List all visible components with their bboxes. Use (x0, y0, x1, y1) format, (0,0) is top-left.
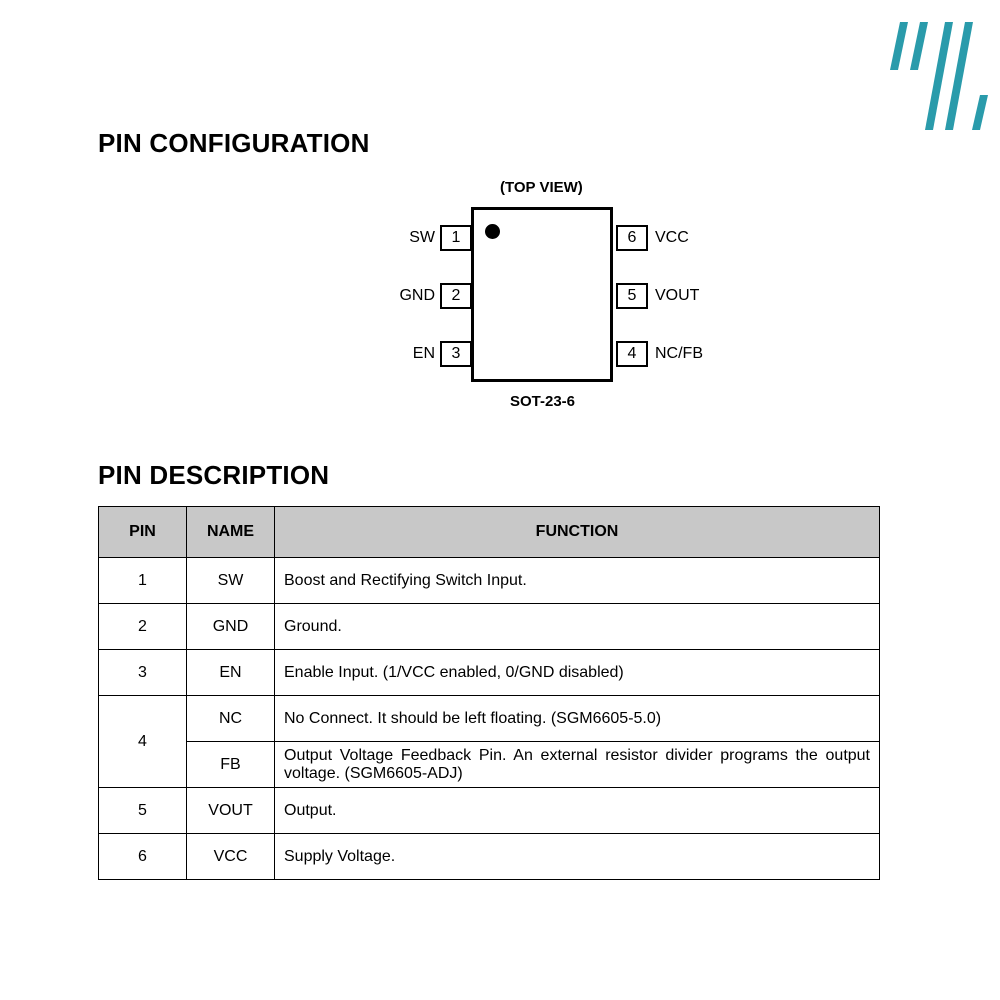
pin-cell: 4 (99, 696, 187, 788)
header-name: NAME (187, 507, 275, 558)
package-name: SOT-23-6 (510, 393, 576, 410)
table-row (99, 696, 880, 742)
function-cell: No Connect. It should be left floating. (SGM6605-5.0) (275, 696, 880, 742)
table-row (99, 604, 880, 650)
pin-cell: 6 (99, 834, 187, 880)
pin-cell: 1 (99, 558, 187, 604)
name-cell: VOUT (187, 788, 275, 834)
name-cell: SW (187, 558, 275, 604)
pin-label-sw: SW (409, 229, 435, 246)
name-cell: VCC (187, 834, 275, 880)
pin-number-1: 1 (440, 225, 472, 251)
header-function: FUNCTION (275, 507, 880, 558)
function-cell: Boost and Rectifying Switch Input. (275, 558, 880, 604)
pin-number-2: 2 (440, 283, 472, 309)
pin-cell: 2 (99, 604, 187, 650)
pin-number-5: 5 (616, 283, 648, 309)
name-cell: FB (187, 742, 275, 788)
name-cell: EN (187, 650, 275, 696)
chip-package-body (471, 207, 613, 382)
function-cell: Enable Input. (1/VCC enabled, 0/GND disabled) (275, 650, 880, 696)
pin-label-vout: VOUT (655, 287, 700, 304)
pin-number-6: 6 (616, 225, 648, 251)
name-cell: NC (187, 696, 275, 742)
function-cell: Supply Voltage. (275, 834, 880, 880)
function-cell: Output. (275, 788, 880, 834)
pin-diagram (380, 175, 720, 420)
table-row (99, 834, 880, 880)
table-header-row (99, 507, 880, 558)
pin-description-title: PIN DESCRIPTION (98, 460, 330, 490)
pin-description-table (98, 506, 880, 880)
table-row (99, 742, 880, 788)
pin-cell: 5 (99, 788, 187, 834)
pin-label-en: EN (412, 345, 435, 362)
table-row (99, 788, 880, 834)
function-cell: Output Voltage Feedback Pin. An external resistor divider programs the output voltage. (SGM6605-ADJ) (275, 742, 880, 788)
pin1-dot-icon (485, 224, 500, 239)
function-cell: Ground. (275, 604, 880, 650)
name-cell: GND (187, 604, 275, 650)
pin-label-nc-fb: NC/FB (655, 345, 703, 362)
table-row (99, 650, 880, 696)
pin-label-gnd: GND (399, 287, 435, 304)
pin-label-vcc: VCC (655, 229, 689, 246)
pin-cell: 3 (99, 650, 187, 696)
pin-configuration-title: PIN CONFIGURATION (98, 128, 370, 158)
top-view-caption: (TOP VIEW) (500, 179, 583, 196)
pin-number-3: 3 (440, 341, 472, 367)
pin-number-4: 4 (616, 341, 648, 367)
brand-logo-icon (890, 20, 990, 135)
header-pin: PIN (99, 507, 187, 558)
table-row (99, 558, 880, 604)
